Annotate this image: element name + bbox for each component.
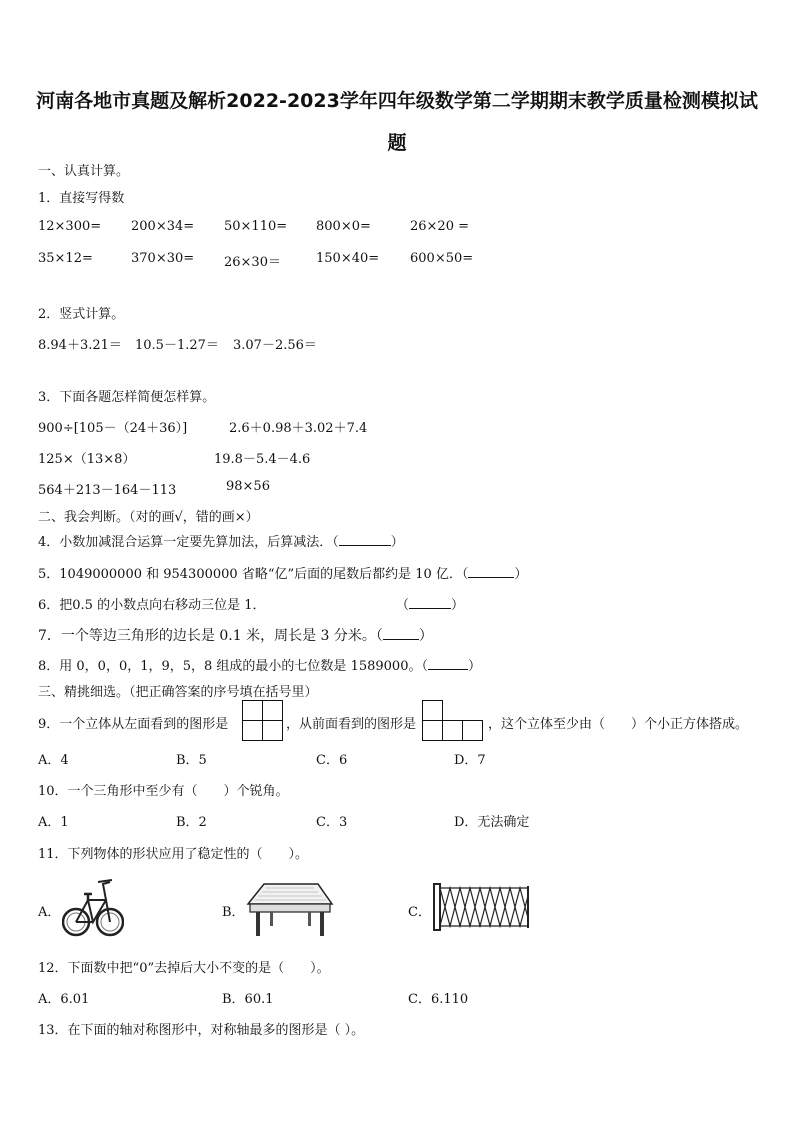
option-c[interactable]: C．6.110 — [408, 992, 469, 1007]
question-7-close: ） — [418, 628, 433, 644]
retractable-gate-icon — [432, 882, 532, 932]
answer-blank[interactable] — [383, 627, 419, 640]
question-4-text: 4．小数加减混合运算一定要先算加法，后算减法．（ — [38, 535, 339, 550]
question-8-close: ） — [467, 659, 481, 674]
vertical-calc-item: 3.07－2.56＝ — [233, 338, 317, 353]
section-1-heading: 一、认真计算。 — [38, 164, 130, 179]
question-5 — [38, 563, 527, 582]
option-b[interactable]: B．60.1 — [222, 992, 274, 1007]
option-a[interactable]: A．4 — [38, 753, 69, 768]
simplify-item: 98×56 — [226, 479, 270, 494]
option-c[interactable]: C．6 — [316, 753, 348, 768]
calc-item: 26×30＝ — [224, 255, 281, 270]
question-7 — [38, 625, 433, 645]
question-6-answer — [396, 594, 464, 613]
question-8-text: 8．用 0，0，0，1，9，5，8 组成的最小的七位数是 1589000。（ — [38, 659, 428, 674]
page-title: 河南各地市真题及解析2022-2023学年四年级数学第二学期期末教学质量检测模拟试 — [36, 90, 758, 112]
calc-item: 12×300= — [38, 219, 102, 234]
section-3-heading: 三、精挑细选。（把正确答案的序号填在括号里） — [38, 685, 318, 700]
calc-item: 800×0= — [316, 219, 371, 234]
question-5-close: ） — [514, 567, 528, 582]
question-5-text: 5．1049000000 和 954300000 省略“亿”后面的尾数后都约是 10 亿．（ — [38, 567, 469, 582]
question-7-text: 7．一个等边三角形的边长是 0.1 米，周长是 3 分米。（ — [38, 628, 383, 644]
option-b[interactable]: B．2 — [176, 815, 207, 830]
page-title-continued: 题 — [387, 132, 407, 154]
vertical-calc-item: 8.94＋3.21＝ — [38, 338, 122, 353]
option-a[interactable]: A． — [38, 905, 61, 920]
question-4-close: ） — [390, 535, 404, 550]
calc-item: 26×20 = — [410, 219, 470, 234]
option-a[interactable]: A．6.01 — [38, 992, 90, 1007]
calc-item: 35×12= — [38, 251, 93, 266]
option-b[interactable]: B．5 — [176, 753, 207, 768]
question-2-label: 2．竖式计算。 — [38, 307, 125, 322]
question-4 — [38, 531, 404, 550]
answer-blank[interactable] — [468, 565, 514, 578]
question-13: 13．在下面的轴对称图形中，对称轴最多的图形是（ ）。 — [38, 1023, 365, 1038]
left-view-figure — [242, 700, 284, 742]
option-d[interactable]: D．无法确定 — [454, 815, 530, 830]
question-6-text: 6．把0.5 的小数点向右移动三位是 1． — [38, 598, 266, 613]
front-view-figure — [422, 700, 486, 742]
answer-blank[interactable] — [428, 657, 468, 670]
question-3-label: 3．下面各题怎样简便怎样算。 — [38, 390, 216, 405]
question-9-part1: 9．一个立体从左面看到的图形是 — [38, 717, 229, 732]
answer-blank[interactable] — [409, 596, 451, 609]
calc-item: 200×34= — [131, 219, 195, 234]
question-11: 11．下列物体的形状应用了稳定性的（ ）。 — [38, 847, 309, 862]
option-c[interactable]: C．3 — [316, 815, 348, 830]
simplify-item: 900÷[105－（24＋36）] — [38, 421, 188, 436]
answer-blank[interactable] — [339, 533, 391, 546]
section-2-heading: 二、我会判断。（对的画√，错的画×） — [38, 510, 259, 525]
option-b[interactable]: B． — [222, 905, 245, 920]
simplify-item: 19.8－5.4－4.6 — [214, 452, 311, 467]
table-icon — [246, 882, 334, 938]
question-9-part3: ，这个立体至少由（ ）个小正方体搭成。 — [488, 717, 749, 732]
question-6-open: （ — [396, 598, 410, 613]
calc-item: 50×110= — [224, 219, 288, 234]
simplify-item: 564＋213－164－113 — [38, 483, 177, 498]
question-9-part2: ，从前面看到的图形是 — [286, 717, 417, 732]
bicycle-icon — [62, 876, 124, 940]
calc-item: 600×50= — [410, 251, 474, 266]
question-12: 12．下面数中把“0”去掉后大小不变的是（ ）。 — [38, 961, 330, 976]
calc-item: 370×30= — [131, 251, 195, 266]
option-c[interactable]: C． — [408, 905, 431, 920]
question-10: 10．一个三角形中至少有（ ）个锐角。 — [38, 784, 289, 799]
vertical-calc-item: 10.5－1.27＝ — [135, 338, 219, 353]
question-6-close: ） — [451, 598, 465, 613]
option-d[interactable]: D．7 — [454, 753, 486, 768]
simplify-item: 125×（13×8） — [38, 452, 136, 467]
calc-item: 150×40= — [316, 251, 380, 266]
option-a[interactable]: A．1 — [38, 815, 69, 830]
simplify-item: 2.6＋0.98＋3.02＋7.4 — [229, 421, 368, 436]
question-8 — [38, 655, 481, 674]
question-1-label: 1．直接写得数 — [38, 191, 125, 206]
